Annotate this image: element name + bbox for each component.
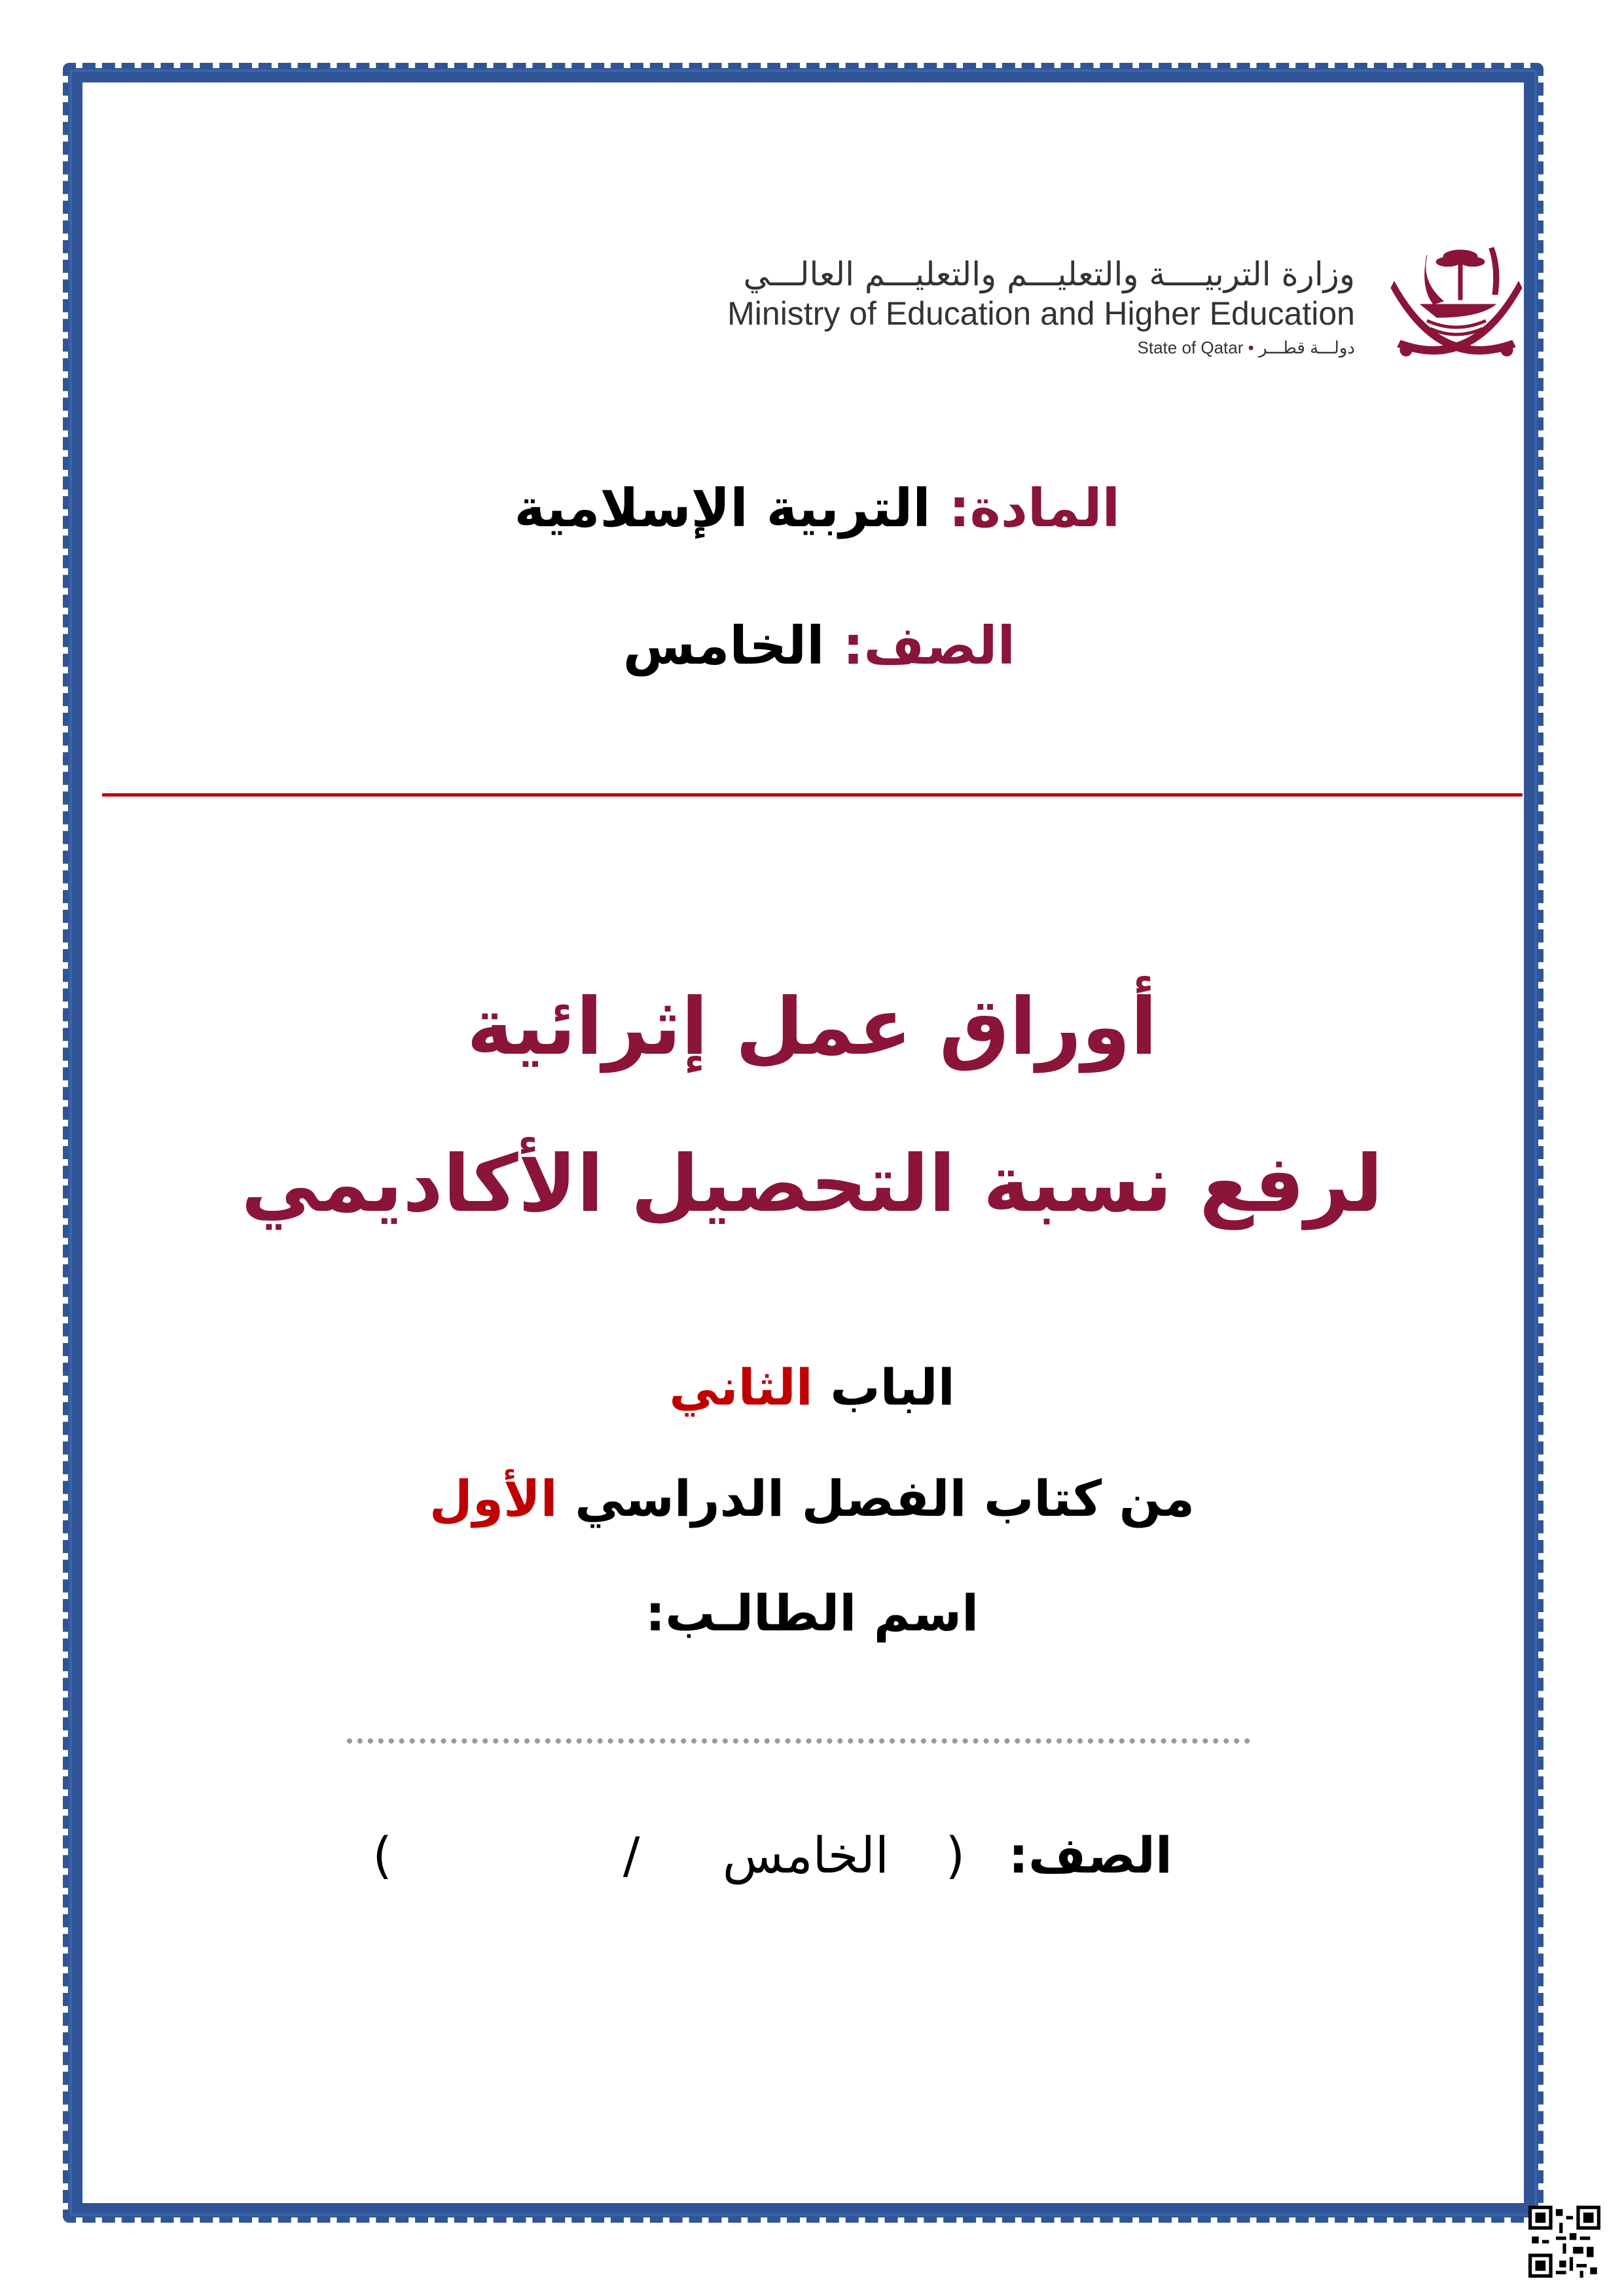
student-name-label: اسم الطالـب: [645, 1584, 979, 1642]
book-prefix: من كتاب الفصل الدراسي [575, 1469, 1195, 1528]
grade-label: الصف: [842, 615, 1015, 676]
title-line-1: أوراق عمل إثرائية [466, 982, 1158, 1073]
class-line [372, 1826, 1172, 1884]
grade-value: الخامس [623, 615, 825, 676]
class-slash: / [623, 1826, 640, 1884]
chapter-line [0, 1358, 1624, 1416]
book-value: الأول [429, 1469, 558, 1528]
book-line [0, 1469, 1624, 1528]
class-close-paren: ) [372, 1826, 392, 1884]
subject-label: المادة: [948, 478, 1120, 539]
state-line [727, 338, 1355, 358]
divider-line [102, 793, 1523, 797]
title-line-2: لرفع نسبة التحصيل الأكاديمي [241, 1139, 1383, 1230]
state-arabic: دولـــة قطـــر [1258, 338, 1355, 357]
subject-value: التربية الإسلامية [514, 478, 931, 539]
class-grade: الخامس [722, 1826, 890, 1884]
ministry-header [707, 242, 1532, 380]
grade-line [623, 615, 1015, 676]
ministry-name-block [727, 255, 1355, 358]
ministry-name-arabic: وزارة التربيــــة والتعليـــم والتعليـــم العالـــي [743, 255, 1355, 293]
chapter-prefix: الباب [830, 1358, 955, 1416]
class-label: الصف: [1008, 1826, 1172, 1884]
separator-dot: • [1248, 338, 1254, 357]
ministry-name-english: Ministry of Education and Higher Education [727, 295, 1355, 332]
state-english: State of Qatar [1137, 338, 1244, 357]
student-name-field[interactable] [347, 1738, 1250, 1744]
qatar-emblem-logo [1381, 242, 1532, 373]
class-open-paren: ( [945, 1826, 965, 1884]
chapter-value: الثاني [669, 1358, 813, 1416]
subject-line [514, 478, 1120, 539]
qr-code-icon [1528, 2206, 1600, 2278]
